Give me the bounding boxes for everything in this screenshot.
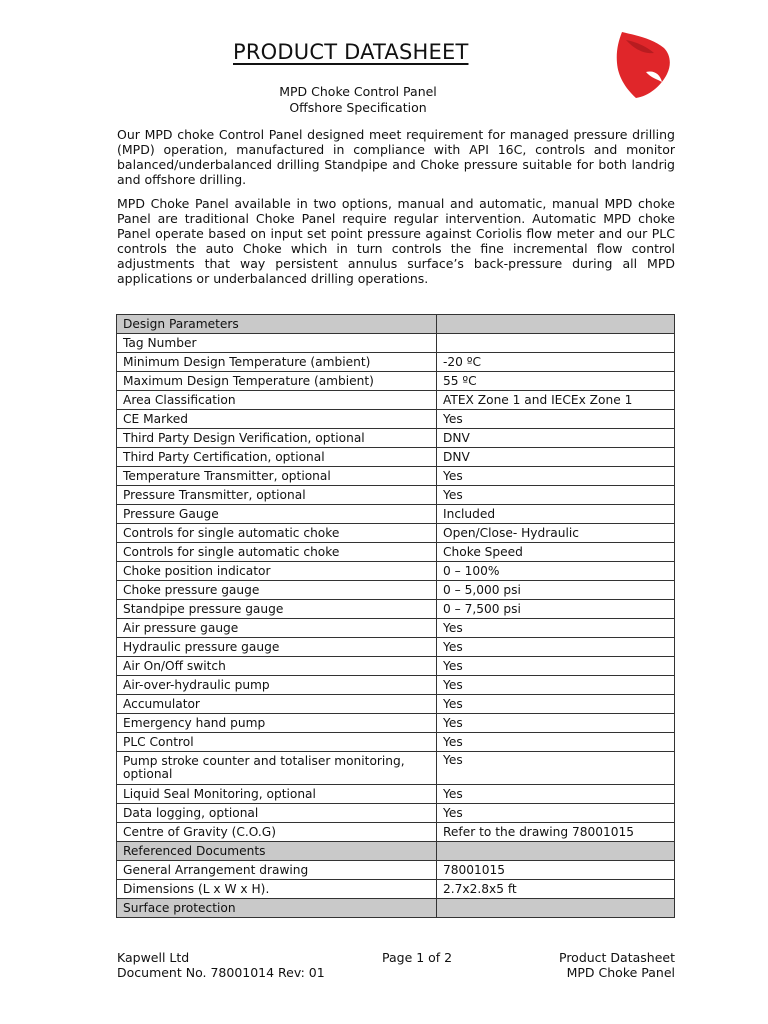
footer-company: Kapwell Ltd (117, 950, 190, 965)
subtitle-line-1: MPD Choke Control Panel (279, 84, 437, 99)
parameter-cell: Air pressure gauge (117, 619, 437, 638)
subtitle-line-2: Offshore Specification (289, 100, 427, 115)
parameter-cell: Third Party Design Verification, optional (117, 429, 437, 448)
table-row (117, 785, 675, 804)
footer-product: MPD Choke Panel (566, 965, 675, 980)
table-row (117, 543, 675, 562)
table-row (117, 486, 675, 505)
footer-left (117, 950, 325, 980)
parameter-cell: Choke pressure gauge (117, 581, 437, 600)
table-row (117, 804, 675, 823)
table-row (117, 448, 675, 467)
parameter-cell: Data logging, optional (117, 804, 437, 823)
table-row (117, 657, 675, 676)
value-cell: 0 – 5,000 psi (437, 581, 675, 600)
red-bird-head-logo (612, 30, 672, 98)
parameter-cell: Standpipe pressure gauge (117, 600, 437, 619)
parameter-cell: PLC Control (117, 733, 437, 752)
value-cell: Yes (437, 638, 675, 657)
table-row (117, 581, 675, 600)
table-section-row (117, 315, 675, 334)
table-row (117, 410, 675, 429)
value-cell: Choke Speed (437, 543, 675, 562)
table-row (117, 429, 675, 448)
parameter-cell: Surface protection (117, 899, 437, 918)
parameter-cell: Pump stroke counter and totaliser monitoring, optional (117, 752, 437, 785)
table-row (117, 467, 675, 486)
parameter-cell: Hydraulic pressure gauge (117, 638, 437, 657)
value-cell: DNV (437, 429, 675, 448)
value-cell: 0 – 100% (437, 562, 675, 581)
parameter-cell: Dimensions (L x W x H). (117, 880, 437, 899)
value-cell: Yes (437, 714, 675, 733)
value-cell: -20 ºC (437, 353, 675, 372)
intro-paragraph: Our MPD choke Control Panel designed meet requirement for managed pressure drilling (MPD) operation, manufactured in compliance with API 16C, controls and monitor balanced/underbalanced drilling Standpipe and Choke pressure suitable for both landrig and offshore drilling. (117, 127, 675, 187)
value-cell: Yes (437, 733, 675, 752)
parameter-cell: Liquid Seal Monitoring, optional (117, 785, 437, 804)
parameter-cell: Air On/Off switch (117, 657, 437, 676)
table-row (117, 714, 675, 733)
parameter-cell: Referenced Documents (117, 842, 437, 861)
value-cell: Yes (437, 619, 675, 638)
table-row (117, 619, 675, 638)
value-cell: Yes (437, 467, 675, 486)
table-row (117, 752, 675, 785)
table-row (117, 600, 675, 619)
parameter-cell: Accumulator (117, 695, 437, 714)
footer-doc-type: Product Datasheet (559, 950, 675, 965)
table-row (117, 372, 675, 391)
parameter-cell: Pressure Gauge (117, 505, 437, 524)
parameter-cell: General Arrangement drawing (117, 861, 437, 880)
value-cell: Open/Close- Hydraulic (437, 524, 675, 543)
parameter-cell: Maximum Design Temperature (ambient) (117, 372, 437, 391)
parameter-cell: Tag Number (117, 334, 437, 353)
parameter-cell: Area Classification (117, 391, 437, 410)
table-row (117, 391, 675, 410)
table-section-row (117, 842, 675, 861)
value-cell: Yes (437, 486, 675, 505)
table-row (117, 676, 675, 695)
parameter-cell: Choke position indicator (117, 562, 437, 581)
parameter-cell: Pressure Transmitter, optional (117, 486, 437, 505)
value-cell (437, 315, 675, 334)
table-row (117, 733, 675, 752)
table-row (117, 353, 675, 372)
value-cell: Yes (437, 785, 675, 804)
value-cell: Refer to the drawing 78001015 (437, 823, 675, 842)
value-cell: Included (437, 505, 675, 524)
table-row (117, 823, 675, 842)
value-cell: 2.7x2.8x5 ft (437, 880, 675, 899)
table-section-row (117, 899, 675, 918)
table-row (117, 505, 675, 524)
parameter-cell: Temperature Transmitter, optional (117, 467, 437, 486)
parameter-cell: CE Marked (117, 410, 437, 429)
value-cell: Yes (437, 410, 675, 429)
parameter-cell: Centre of Gravity (C.O.G) (117, 823, 437, 842)
table-row (117, 861, 675, 880)
value-cell: DNV (437, 448, 675, 467)
value-cell: 55 ºC (437, 372, 675, 391)
parameter-cell: Controls for single automatic choke (117, 543, 437, 562)
table-row (117, 695, 675, 714)
value-cell (437, 334, 675, 353)
value-cell: 78001015 (437, 861, 675, 880)
table-row (117, 334, 675, 353)
subtitle (238, 84, 478, 116)
parameter-cell: Minimum Design Temperature (ambient) (117, 353, 437, 372)
parameter-cell: Emergency hand pump (117, 714, 437, 733)
value-cell: Yes (437, 657, 675, 676)
value-cell: Yes (437, 752, 675, 785)
value-cell: Yes (437, 804, 675, 823)
footer-page-number: Page 1 of 2 (382, 950, 453, 965)
table-row (117, 638, 675, 657)
table-row (117, 562, 675, 581)
table-row (117, 524, 675, 543)
value-cell: ATEX Zone 1 and IECEx Zone 1 (437, 391, 675, 410)
value-cell: Yes (437, 695, 675, 714)
footer-right (559, 950, 675, 980)
value-cell: 0 – 7,500 psi (437, 600, 675, 619)
page-title: PRODUCT DATASHEET (233, 40, 469, 64)
footer-document-number: Document No. 78001014 Rev: 01 (117, 965, 325, 980)
parameter-cell: Third Party Certification, optional (117, 448, 437, 467)
value-cell (437, 899, 675, 918)
parameter-cell: Controls for single automatic choke (117, 524, 437, 543)
value-cell (437, 842, 675, 861)
parameter-cell: Air-over-hydraulic pump (117, 676, 437, 695)
design-parameters-table (116, 314, 675, 918)
table-row (117, 880, 675, 899)
value-cell: Yes (437, 676, 675, 695)
options-paragraph: MPD Choke Panel available in two options, manual and automatic, manual MPD choke Panel are traditional Choke Panel require regular intervention. Automatic MPD choke Panel operate based on input set point pressure against Coriolis flow meter and our PLC controls the auto Choke which in turn controls the fine incremental flow control adjustments that way persistent annulus surface’s back-pressure during all MPD applications or underbalanced drilling operations. (117, 196, 675, 286)
parameter-cell: Design Parameters (117, 315, 437, 334)
